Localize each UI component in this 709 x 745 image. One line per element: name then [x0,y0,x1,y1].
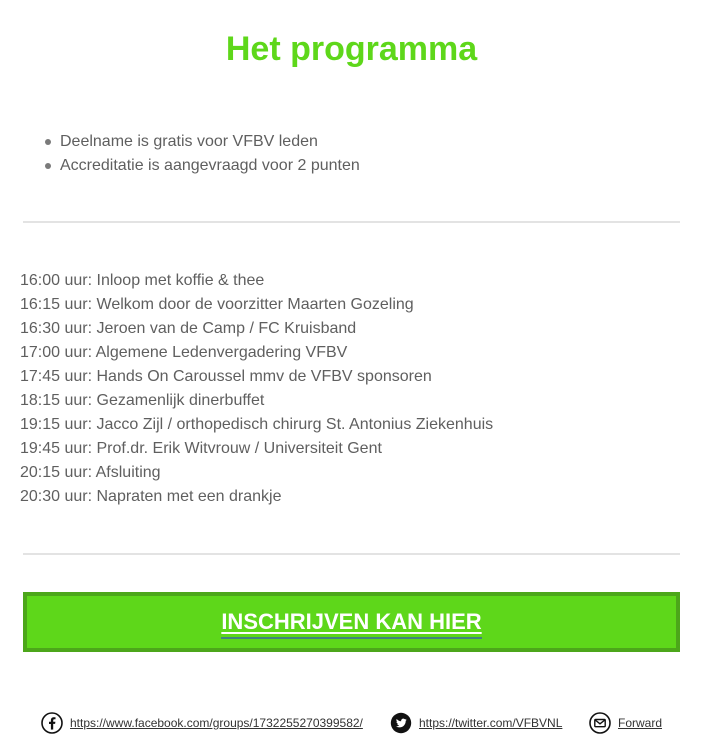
schedule-item: 16:30 uur: Jeroen van de Camp / FC Kruisband [20,320,357,337]
bullet-icon [45,163,51,169]
schedule-item: 17:00 uur: Algemene Ledenvergadering VFBV [20,344,348,361]
footer-links [0,711,709,735]
info-item-text: Deelname is gratis voor VFBV leden [60,133,318,150]
bullet-icon [45,139,51,145]
schedule-item: 18:15 uur: Gezamenlijk dinerbuffet [20,392,265,409]
divider [23,553,680,555]
forward-link-group [589,711,662,735]
mail-icon[interactable] [589,712,611,734]
forward-link[interactable]: Forward [618,716,663,730]
facebook-link-group [41,711,363,735]
schedule-item: 20:15 uur: Afsluiting [20,464,161,481]
register-button[interactable] [23,592,680,652]
list-item [40,154,360,178]
schedule-item: 16:00 uur: Inloop met koffie & thee [20,272,265,289]
twitter-link-group [390,711,562,735]
schedule-item: 20:30 uur: Napraten met een drankje [20,488,282,505]
info-item-text: Accreditatie is aangevraagd voor 2 punten [60,157,360,174]
info-list [40,130,360,178]
twitter-icon[interactable] [390,712,412,734]
facebook-icon[interactable] [41,712,63,734]
divider [23,221,680,223]
facebook-link[interactable]: https://www.facebook.com/groups/1732255270399582/ [70,716,363,730]
schedule-item: 17:45 uur: Hands On Caroussel mmv de VFBV sponsoren [20,368,432,385]
register-button-label: INSCHRIJVEN KAN HIER [221,609,482,634]
schedule-list [20,269,493,509]
twitter-link[interactable]: https://twitter.com/VFBVNL [419,716,563,730]
schedule-item: 16:15 uur: Welkom door de voorzitter Maarten Gozeling [20,296,414,313]
schedule-item: 19:15 uur: Jacco Zijl / orthopedisch chirurg St. Antonius Ziekenhuis [20,416,494,433]
page-title: Het programma [225,30,478,68]
list-item [40,130,360,154]
schedule-item: 19:45 uur: Prof.dr. Erik Witvrouw / Universiteit Gent [20,440,382,457]
